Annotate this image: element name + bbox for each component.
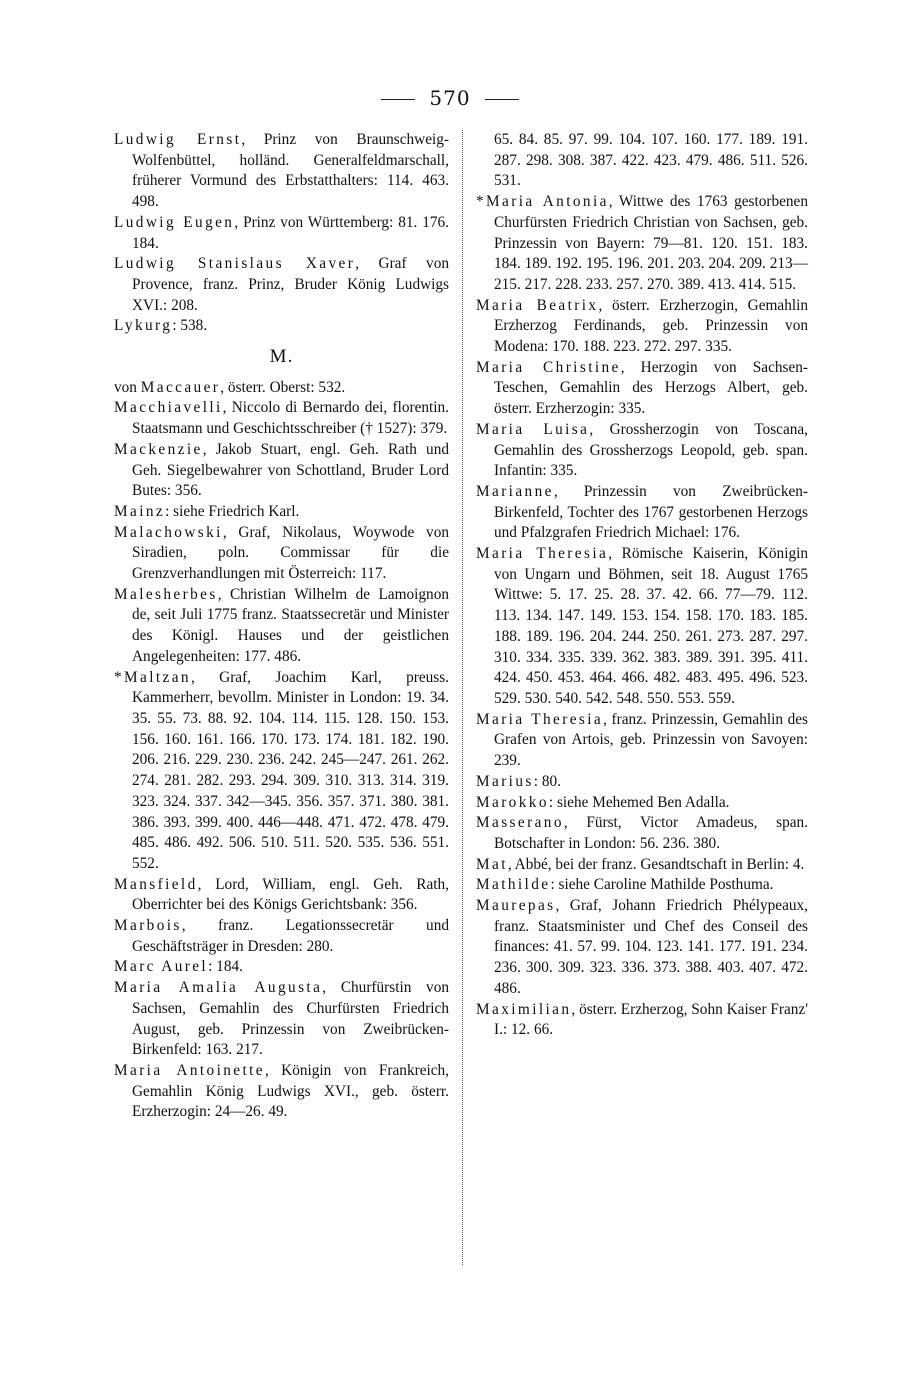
entry-text: , Herzogin von Sachsen-Teschen, Gemahlin des Herzogs Albert, geb. österr. Erzherzogin: 335. (494, 358, 808, 418)
index-entry (114, 585, 449, 668)
index-entry (114, 130, 449, 213)
entry-headword: Maria Theresia (476, 710, 604, 728)
entry-headword: Maccauer (140, 378, 221, 396)
entry-text: , Graf, Johann Friedrich Phélypeaux, franz. Staatsminister und Chef des Conseil des finances: 41. 57. 99. 104. 123. 141. 177. 191. 234. 236. 300. 309. 323. 336. 373. 388. 403. 407. 472. 486. (494, 897, 808, 997)
entry-text: , Churfürstin von Sachsen, Gemahlin des Churfürsten Friedrich August, geb. Prinzessin von Zweibrücken-Birkenfeld: 163. 217. (132, 979, 450, 1059)
entry-headword: Marc Aurel (114, 958, 209, 976)
index-entry (476, 192, 808, 296)
section-letter: M. (269, 346, 294, 368)
header-rule-left (381, 99, 415, 100)
entry-headword: Ludwig Ernst (114, 131, 242, 148)
entry-headword: Marius (476, 772, 534, 790)
index-entry (114, 875, 449, 916)
right-entries (476, 130, 808, 1041)
entry-text: , Prinz von Württemberg: 81. 176. 184. (132, 213, 449, 252)
index-entry (114, 916, 449, 957)
index-entry (476, 875, 808, 896)
index-entry (114, 398, 449, 439)
index-entry (114, 502, 449, 523)
index-entry (476, 296, 808, 358)
left-entries-l (114, 130, 449, 337)
index-entry (476, 358, 808, 420)
entry-headword: Mackenzie (114, 440, 203, 458)
entry-headword: Ludwig Stanislaus Xaver (114, 255, 356, 273)
entry-text: , österr. Erzherzogin, Gemahlin Erzherzog Ferdinands, geb. Prinzessin von Modena: 170. 188. 223. 272. 297. 335. (494, 296, 808, 356)
index-entry (476, 855, 808, 876)
entry-text: , Prinz von Braunschweig-Wolfenbüttel, holländ. Generalfeldmarschall, früherer Vormund des Erbstatthalters: 114. 463. 498. (132, 131, 449, 211)
index-entry (476, 130, 808, 192)
entry-headword: Mansfield (114, 875, 198, 893)
left-entries-m (114, 378, 449, 1123)
entry-headword: Maria Theresia (476, 545, 609, 563)
page-number: 570 (429, 86, 471, 110)
entry-text: , Graf, Joachim Karl, preuss. Kammerherr, bevollm. Minister in London: 19. 34. 35. 55. 73. 88. 92. 104. 114. 115. 128. 150. 153. 156. 160. 161. 166. 170. 173. 174. 181. 182. 190. 206. 216. 229. 230. 236. 242. 245—247. 261. 262. 274. 281. 282. 293. 294. 309. 310. 313. 314. 319. 323. 324. 337. 342—345. 356. 357. 371. 380. 381. 386. 393. 399. 400. 446—448. 471. 472. 478. 479. 485. 486. 492. 506. 510. 511. 520. 535. 536. 551. 552. (132, 668, 449, 872)
entry-headword: Marianne (476, 482, 554, 500)
entry-text: , österr. Erzherzog, Sohn Kaiser Franz' I.: 12. 66. (494, 1000, 808, 1039)
entry-headword: Maria Antoinette (114, 1061, 265, 1079)
entry-text: , Graf von Provence, franz. Prinz, Bruder König Ludwigs XVI.: 208. (132, 255, 449, 314)
entry-text: , Jakob Stuart, engl. Geh. Rath und Geh. Siegelbewahrer von Schottland, Bruder Lord Butes: 356. (132, 440, 449, 500)
left-column (114, 130, 449, 1123)
entry-headword: Mathilde (476, 876, 551, 894)
entry-text: , Römische Kaiserin, Königin von Ungarn und Böhmen, seit 18. August 1765 Wittwe: 5. 17. 25. 28. 37. 42. 66. 77—79. 112. 113. 134. 147. 149. 153. 154. 158. 170. 183. 185. 188. 189. 196. 204. 244. 250. 261. 273. 287. 297. 310. 334. 335. 339. 362. 383. 389. 391. 395. 411. 424. 450. 453. 464. 466. 482. 483. 495. 496. 523. 529. 530. 540. 542. 548. 550. 553. 559. (494, 545, 808, 707)
index-entry (114, 316, 449, 337)
entry-text: , Lord, William, engl. Geh. Rath, Oberrichter bei des Königs Gerichtsbank: 356. (132, 875, 449, 914)
entry-text: , Fürst, Victor Amadeus, span. Botschafter in London: 56. 236. 380. (494, 814, 808, 852)
index-entry (476, 896, 808, 1000)
entry-headword: Maria Christine (476, 358, 621, 376)
entry-headword: *Maria Antonia (476, 193, 609, 211)
index-entry (114, 378, 449, 399)
entry-text: , Königin von Frankreich, Gemahlin König Ludwigs XVI., geb. österr. Erzherzogin: 24—26. 49. (132, 1061, 450, 1121)
entry-headword: Marokko (476, 793, 549, 811)
entry-text: : 80. (533, 772, 561, 790)
entry-headword: Macchiavelli (114, 399, 223, 417)
index-entry (476, 813, 808, 854)
entry-text: : siehe Caroline Mathilde Posthuma. (550, 876, 774, 894)
header-rule-right (485, 99, 519, 100)
entry-headword: Malachowski (114, 523, 223, 541)
entry-text: , franz. Prinzessin, Gemahlin des Grafen von Artois, geb. Prinzessin von Savoyen: 239. (494, 710, 808, 770)
entry-headword: Masserano (476, 814, 564, 832)
entry-text: , Graf, Nikolaus, Woywode von Siradien, poln. Commissar für die Grenzverhandlungen mit Österreich: 117. (132, 523, 449, 583)
entry-text: , Niccolo di Bernardo dei, florentin. Staatsmann und Geschichtsschreiber († 1527): 379. (132, 399, 449, 438)
entry-headword: Marbois (114, 917, 182, 935)
page-header (0, 86, 900, 110)
entry-prefix: von (114, 378, 141, 396)
entry-headword: Maurepas (476, 897, 556, 915)
entry-text: , österr. Oberst: 532. (220, 378, 346, 396)
entry-text: , Grossherzogin von Toscana, Gemahlin des Grossherzogs Leopold, geb. span. Infantin: 335. (494, 420, 808, 480)
entry-headword: Mainz (114, 502, 166, 520)
index-entry (476, 793, 808, 814)
entry-headword: Maximilian (476, 1000, 572, 1018)
index-entry (476, 420, 808, 482)
entry-headword: Ludwig Eugen (114, 213, 235, 231)
index-entry (476, 482, 808, 544)
entry-text: : siehe Mehemed Ben Adalla. (548, 793, 730, 811)
entry-text: : 538. (172, 317, 208, 335)
index-entry (114, 1061, 449, 1123)
entry-headword: *Maltzan (114, 668, 191, 686)
entry-text: : 184. (208, 958, 243, 976)
index-entry (114, 957, 449, 978)
entry-headword: Maria Amalia Augusta (114, 979, 323, 997)
entry-text: , Christian Wilhelm de Lamoignon de, seit Juli 1775 franz. Staatssecretär und Minister des Königl. Hauses und der geistlichen Angelegenheiten: 177. 486. (132, 585, 449, 665)
index-entry (476, 710, 808, 772)
column-divider (462, 130, 463, 1265)
entry-text: : siehe Friedrich Karl. (165, 502, 300, 520)
entry-headword: Malesherbes (114, 585, 218, 603)
index-entry (114, 254, 449, 316)
index-entry (476, 1000, 808, 1041)
entry-headword: Lykurg (114, 317, 173, 335)
entry-text: 65. 84. 85. 97. 99. 104. 107. 160. 177. 189. 191. 287. 298. 308. 387. 422. 423. 479. 486. 511. 526. 531. (494, 131, 808, 190)
index-entry (476, 772, 808, 793)
entry-text: , Wittwe des 1763 gestorbenen Churfürsten Friedrich Christian von Sachsen, geb. Prinzessin von Bayern: 79—81. 120. 151. 183. 184. 189. 192. 195. 196. 201. 203. 204. 209. 213—215. 217. 228. 233. 257. 270. 389. 413. 414. 515. (494, 193, 808, 293)
index-entry (114, 523, 449, 585)
index-entry (114, 668, 449, 875)
entry-text: , Abbé, bei der franz. Gesandtschaft in Berlin: 4. (507, 855, 805, 873)
index-entry (114, 440, 449, 502)
entry-text: , Prinzessin von Zweibrücken-Birkenfeld, Tochter des 1767 gestorbenen Herzogs und Pfalzgrafen Friedrich Michael: 176. (494, 482, 808, 542)
entry-text: , franz. Legationssecretär und Geschäftsträger in Dresden: 280. (132, 917, 449, 955)
entry-headword: Maria Luisa (476, 420, 590, 438)
entry-headword: Maria Beatrix (476, 296, 599, 314)
index-entry (114, 213, 449, 254)
right-column (476, 130, 808, 1041)
index-entry (476, 544, 808, 710)
entry-headword: Mat (476, 855, 508, 873)
index-entry (114, 978, 449, 1061)
